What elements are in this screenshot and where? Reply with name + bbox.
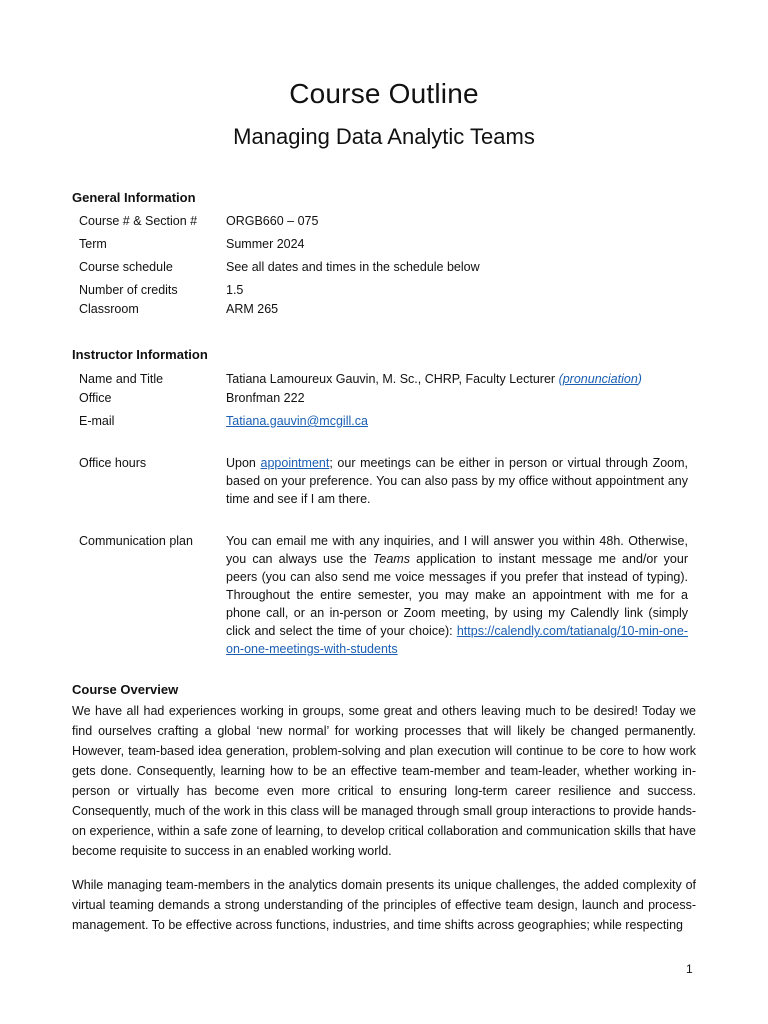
row-label: Classroom bbox=[79, 302, 139, 316]
page-title: Course Outline bbox=[289, 78, 479, 109]
comm-teams: Teams bbox=[372, 552, 410, 566]
email-link[interactable]: Tatiana.gauvin@mcgill.ca bbox=[226, 414, 368, 428]
row-label: Communication plan bbox=[79, 534, 193, 548]
office-hours-text bbox=[226, 454, 688, 508]
comm-text-1: You can email me with any inquiries, and I will answer you within 48h. Otherwise, you can always use the bbox=[226, 534, 688, 566]
hours-prefix: Upon bbox=[226, 456, 261, 470]
instructor-info-heading: Instructor Information bbox=[72, 347, 208, 362]
page-subtitle: Managing Data Analytic Teams bbox=[233, 124, 535, 149]
row-label: Course schedule bbox=[79, 260, 173, 274]
row-value: ARM 265 bbox=[226, 302, 279, 316]
row-label: Number of credits bbox=[79, 283, 178, 297]
row-value: ORGB660 – 075 bbox=[226, 214, 319, 228]
row-value: Bronfman 222 bbox=[226, 391, 305, 405]
appointment-link[interactable]: appointment bbox=[260, 456, 330, 470]
row-label: Office bbox=[79, 391, 112, 405]
overview-paragraph-1: We have all had experiences working in groups, some great and others leaving much to be desired! Today we find ourselves crafting a global ‘new normal’ for working processes that will likely be changed permanently. However, team-based idea generation, problem-solving and plan execution will continue to be core to how work gets done. Consequently, learning how to be an effective team-member and team-leader, whether working in-person or virtually has become even more critical to ensuring long-term career resilience and success. Consequently, much of the work in this class will be managed through small group interactions to provide hands-on experience, within a safe zone of learning, to develop critical collaboration and communication skills that have become requisite to success in an enabled working world. bbox=[72, 704, 696, 858]
calendly-link[interactable]: https://calendly.com/tatianalg/10-min-one-on-one-meetings-with-students bbox=[226, 624, 688, 656]
row-label: Term bbox=[79, 237, 107, 251]
pronunciation-open: ( bbox=[558, 372, 563, 386]
pronunciation-link[interactable]: pronunciation bbox=[562, 372, 638, 386]
course-overview-heading: Course Overview bbox=[72, 682, 179, 697]
hours-suffix: ; our meetings can be either in person or virtual through Zoom, based on your preference. You can also pass by my office without appointment any time and see if I am there. bbox=[226, 456, 689, 506]
instructor-name: Tatiana Lamoureux Gauvin, M. Sc., CHRP, Faculty Lecturer bbox=[226, 372, 556, 386]
overview-paragraph-2: While managing team-members in the analytics domain presents its unique challenges, the added complexity of virtual teaming demands a strong understanding of the principles of effective team design, launch and process-management. To be effective across functions, industries, and time shifts across geographies; while respecting bbox=[72, 878, 696, 932]
communication-plan-row bbox=[79, 532, 699, 662]
general-info-heading: General Information bbox=[72, 190, 196, 205]
office-hours-row bbox=[79, 454, 699, 514]
row-label: Course # & Section # bbox=[79, 214, 198, 228]
row-value: 1.5 bbox=[226, 283, 244, 297]
row-label: Name and Title bbox=[79, 372, 164, 386]
row-value: Summer 2024 bbox=[226, 237, 305, 251]
communication-plan-text bbox=[226, 532, 688, 658]
pronunciation-close: ) bbox=[637, 372, 642, 386]
row-label: E-mail bbox=[79, 414, 115, 428]
page-number: 1 bbox=[686, 962, 693, 976]
row-value: See all dates and times in the schedule below bbox=[226, 260, 480, 274]
comm-text-2: application to instant message me and/or your peers (you can also send me voice messages if you prefer that instead of typing). Throughout the entire semester, you may make an appointment with me for a phone call, or an in-person or Zoom meeting, by using my Calendly link (simply click and select the time of your choice): bbox=[226, 552, 688, 638]
row-label: Office hours bbox=[79, 456, 147, 470]
row-value bbox=[226, 370, 688, 388]
